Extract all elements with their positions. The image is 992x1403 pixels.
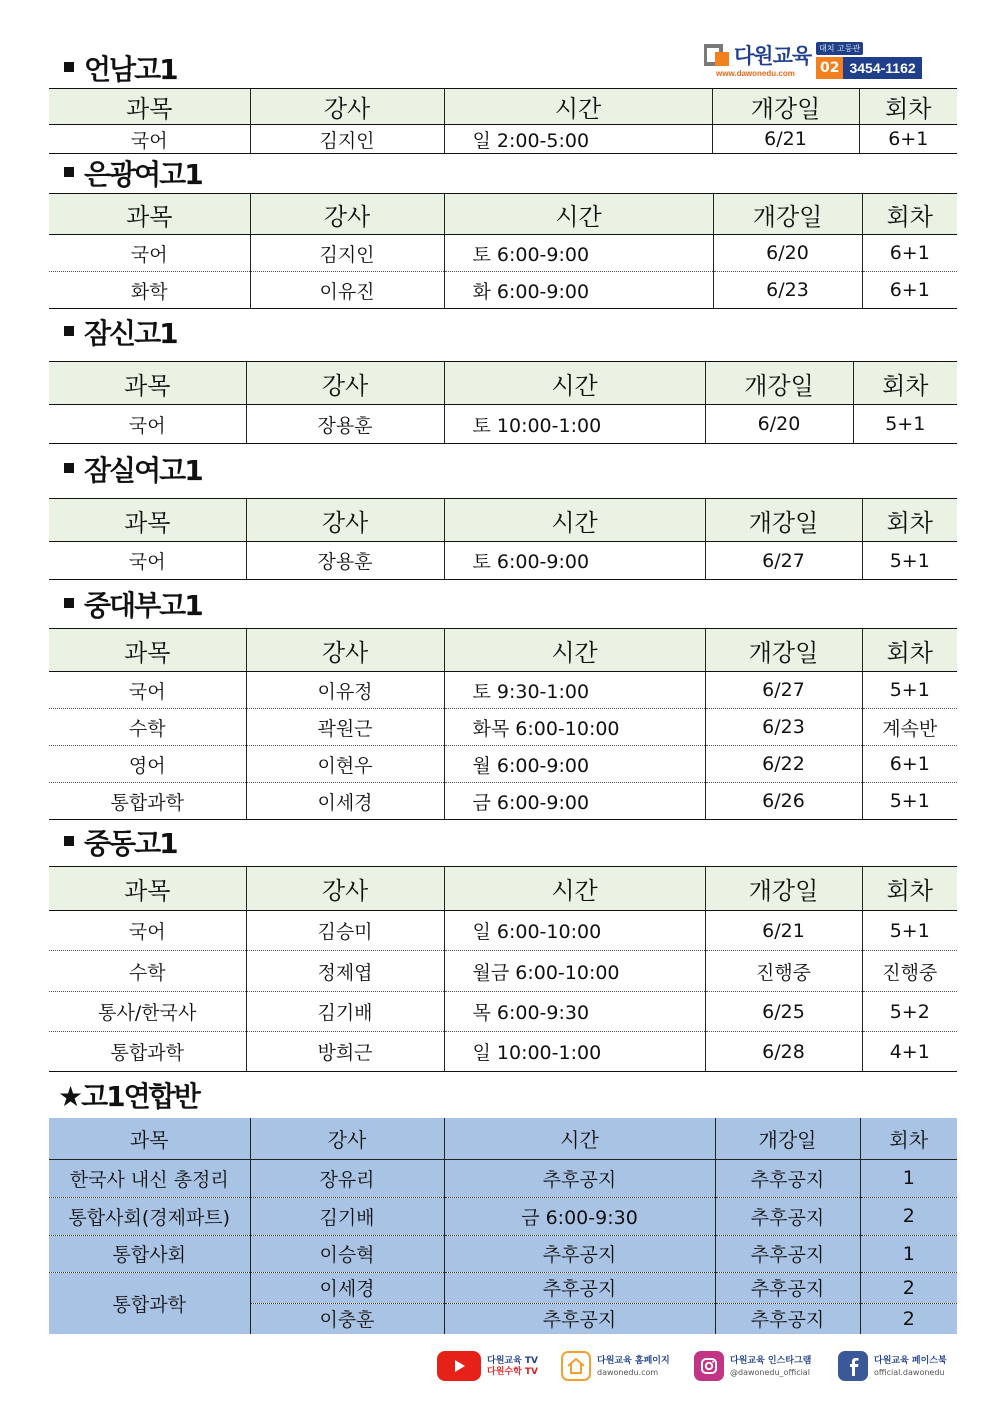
cell-subject: 한국사 내신 총정리 — [49, 1159, 250, 1197]
home-icon — [561, 1351, 591, 1381]
column-header-subject: 과목 — [49, 194, 250, 235]
table-row — [49, 1032, 957, 1072]
column-header-subject: 과목 — [49, 499, 246, 542]
section-title-text: 잠신고1 — [84, 317, 177, 350]
cell-start-date: 6/21 — [712, 125, 859, 154]
instagram-label: 다원교육 인스타그램 — [730, 1355, 812, 1366]
bullet-square-icon — [64, 598, 74, 608]
column-header-time: 시간 — [444, 89, 712, 125]
schedule-table — [49, 866, 957, 1072]
schedule-table — [49, 498, 957, 580]
logo-name: 다원교육 — [734, 44, 812, 68]
logo-url: www.dawonedu.com — [716, 69, 795, 78]
column-header-subject: 과목 — [49, 867, 246, 911]
cell-time: 추후공지 — [444, 1235, 715, 1272]
table-row — [49, 746, 957, 783]
cell-start-date: 추후공지 — [715, 1235, 860, 1272]
column-header-start-date: 개강일 — [713, 194, 862, 235]
schedule-table — [49, 628, 957, 820]
cell-start-date: 6/25 — [705, 992, 862, 1032]
facebook-link[interactable] — [838, 1346, 947, 1386]
cell-subject: 수학 — [49, 709, 246, 746]
bullet-square-icon — [64, 167, 74, 177]
column-header-teacher: 강사 — [246, 867, 444, 911]
section-title — [64, 52, 177, 88]
column-header-time: 시간 — [444, 867, 705, 911]
cell-sessions: 6+1 — [862, 272, 957, 309]
cell-subject: 국어 — [49, 405, 246, 444]
instagram-handle: @dawonedu_official — [730, 1367, 810, 1377]
cell-teacher: 방희근 — [246, 1032, 444, 1072]
cell-sessions: 5+1 — [862, 783, 957, 820]
section-title-text: 은광여고1 — [84, 158, 202, 191]
table-header-row — [49, 1118, 957, 1159]
column-header-sessions: 회차 — [862, 499, 957, 542]
cell-teacher: 이세경 — [250, 1272, 444, 1303]
cell-time: 토 6:00-9:00 — [444, 542, 705, 580]
cell-sessions: 6+1 — [862, 746, 957, 783]
cell-subject: 국어 — [49, 542, 246, 580]
cell-sessions: 5+1 — [862, 542, 957, 580]
table-row — [49, 709, 957, 746]
column-header-start-date: 개강일 — [715, 1118, 860, 1159]
phone-number — [816, 57, 922, 79]
cell-time: 월금 6:00-10:00 — [444, 951, 705, 992]
cell-time: 추후공지 — [444, 1159, 715, 1197]
column-header-time: 시간 — [444, 629, 705, 672]
cell-subject: 국어 — [49, 125, 250, 154]
cell-start-date: 추후공지 — [715, 1303, 860, 1334]
cell-sessions: 1 — [860, 1235, 957, 1272]
table-header-row — [49, 362, 957, 405]
cell-start-date: 추후공지 — [715, 1272, 860, 1303]
cell-time: 토 10:00-1:00 — [444, 405, 705, 444]
table-row — [49, 911, 957, 951]
cell-start-date: 6/21 — [705, 911, 862, 951]
section-title — [64, 157, 202, 193]
bullet-square-icon — [64, 326, 74, 336]
cell-teacher: 곽원근 — [246, 709, 444, 746]
column-header-sessions: 회차 — [853, 362, 957, 405]
section-title-text: 잠실여고1 — [84, 454, 202, 487]
table-row — [49, 1197, 957, 1235]
column-header-teacher: 강사 — [246, 362, 444, 405]
section-title-text: 언남고1 — [84, 53, 177, 86]
cell-time: 목 6:00-9:30 — [444, 992, 705, 1032]
cell-subject: 국어 — [49, 235, 250, 272]
cell-start-date: 6/20 — [713, 235, 862, 272]
column-header-sessions: 회차 — [859, 89, 957, 125]
cell-subject: 통합사회(경제파트) — [49, 1197, 250, 1235]
cell-start-date: 6/23 — [713, 272, 862, 309]
youtube-icon — [437, 1351, 481, 1381]
column-header-time: 시간 — [444, 362, 705, 405]
section-title — [64, 316, 177, 352]
schedule-table — [49, 193, 957, 309]
cell-teacher: 김지인 — [250, 235, 444, 272]
cell-time: 일 2:00-5:00 — [444, 125, 712, 154]
cell-teacher: 김승미 — [246, 911, 444, 951]
cell-sessions: 6+1 — [859, 125, 957, 154]
instagram-link[interactable] — [694, 1346, 811, 1386]
section-title-combined: ★고1연합반 — [58, 1080, 199, 1113]
cell-sessions: 5+1 — [862, 672, 957, 709]
schedule-table — [49, 88, 957, 154]
table-header-row — [49, 629, 957, 672]
cell-time: 금 6:00-9:00 — [444, 783, 705, 820]
cell-subject: 수학 — [49, 951, 246, 992]
cell-teacher: 이충훈 — [250, 1303, 444, 1334]
cell-sessions: 5+1 — [862, 911, 957, 951]
homepage-label: 다원교육 홈페이지 — [597, 1355, 670, 1366]
cell-teacher: 정제엽 — [246, 951, 444, 992]
column-header-subject: 과목 — [49, 362, 246, 405]
table-row — [49, 405, 957, 444]
cell-subject: 국어 — [49, 911, 246, 951]
academy-logo — [704, 40, 940, 84]
cell-start-date: 6/23 — [705, 709, 862, 746]
column-header-subject: 과목 — [49, 89, 250, 125]
cell-sessions: 1 — [860, 1159, 957, 1197]
cell-time: 추후공지 — [444, 1272, 715, 1303]
section-title — [64, 588, 202, 624]
facebook-handle: official.dawonedu — [874, 1367, 945, 1377]
cell-teacher: 이현우 — [246, 746, 444, 783]
column-header-subject: 과목 — [49, 1118, 250, 1159]
cell-time: 월 6:00-9:00 — [444, 746, 705, 783]
table-row — [49, 125, 957, 154]
instagram-icon — [694, 1351, 724, 1381]
cell-subject: 영어 — [49, 746, 246, 783]
column-header-start-date: 개강일 — [705, 867, 862, 911]
cell-subject: 통합과학 — [49, 1272, 250, 1334]
column-header-teacher: 강사 — [250, 194, 444, 235]
cell-start-date: 6/26 — [705, 783, 862, 820]
table-header-row — [49, 499, 957, 542]
column-header-subject: 과목 — [49, 629, 246, 672]
bullet-square-icon — [64, 62, 74, 72]
table-row — [49, 1159, 957, 1197]
column-header-teacher: 강사 — [246, 499, 444, 542]
cell-time: 일 6:00-10:00 — [444, 911, 705, 951]
combined-schedule-table — [49, 1118, 957, 1334]
cell-teacher: 장유리 — [250, 1159, 444, 1197]
cell-time: 추후공지 — [444, 1303, 715, 1334]
column-header-start-date: 개강일 — [705, 629, 862, 672]
phone-digits: 3454-1162 — [843, 57, 921, 79]
table-row — [49, 235, 957, 272]
column-header-sessions: 회차 — [862, 629, 957, 672]
cell-time: 토 6:00-9:00 — [444, 235, 713, 272]
column-header-time: 시간 — [444, 1118, 715, 1159]
table-row — [49, 1272, 957, 1303]
cell-start-date: 6/27 — [705, 542, 862, 580]
column-header-time: 시간 — [444, 499, 705, 542]
cell-start-date: 진행중 — [705, 951, 862, 992]
youtube-sublabel: 다원수학 TV — [487, 1366, 539, 1377]
column-header-start-date: 개강일 — [705, 499, 862, 542]
youtube-link[interactable] — [437, 1346, 538, 1386]
cell-teacher: 김지인 — [250, 125, 444, 154]
table-row — [49, 272, 957, 309]
column-header-teacher: 강사 — [250, 89, 444, 125]
cell-start-date: 추후공지 — [715, 1159, 860, 1197]
cell-sessions: 6+1 — [862, 235, 957, 272]
cell-teacher: 장용훈 — [246, 405, 444, 444]
cell-time: 화 6:00-9:00 — [444, 272, 713, 309]
homepage-url: dawonedu.com — [597, 1367, 659, 1377]
table-row — [49, 951, 957, 992]
cell-sessions: 4+1 — [862, 1032, 957, 1072]
bullet-square-icon — [64, 836, 74, 846]
cell-subject: 통합사회 — [49, 1235, 250, 1272]
cell-subject: 통사/한국사 — [49, 992, 246, 1032]
section-title — [64, 453, 202, 489]
cell-teacher: 이유진 — [250, 272, 444, 309]
cell-sessions: 진행중 — [862, 951, 957, 992]
table-row — [49, 672, 957, 709]
cell-subject: 화학 — [49, 272, 250, 309]
cell-subject: 통합과학 — [49, 783, 246, 820]
facebook-icon — [838, 1351, 868, 1381]
table-row — [49, 542, 957, 580]
facebook-label: 다원교육 페이스북 — [874, 1355, 947, 1366]
cell-subject: 국어 — [49, 672, 246, 709]
cell-subject: 통합과학 — [49, 1032, 246, 1072]
cell-start-date: 추후공지 — [715, 1197, 860, 1235]
cell-sessions: 5+1 — [853, 405, 957, 444]
column-header-start-date: 개강일 — [712, 89, 859, 125]
footer-links — [0, 1346, 992, 1386]
table-header-row — [49, 867, 957, 911]
cell-teacher: 이유정 — [246, 672, 444, 709]
cell-start-date: 6/22 — [705, 746, 862, 783]
column-header-sessions: 회차 — [862, 194, 957, 235]
column-header-sessions: 회차 — [862, 867, 957, 911]
cell-time: 금 6:00-9:30 — [444, 1197, 715, 1235]
column-header-time: 시간 — [444, 194, 713, 235]
cell-start-date: 6/27 — [705, 672, 862, 709]
cell-sessions: 2 — [860, 1303, 957, 1334]
branch-label: 대치 고등관 — [816, 42, 863, 55]
cell-sessions: 2 — [860, 1272, 957, 1303]
cell-start-date: 6/28 — [705, 1032, 862, 1072]
schedule-table — [49, 361, 957, 444]
column-header-teacher: 강사 — [250, 1118, 444, 1159]
bullet-square-icon — [64, 463, 74, 473]
phone-area-code: 02 — [816, 57, 843, 79]
cell-time: 토 9:30-1:00 — [444, 672, 705, 709]
cell-time: 일 10:00-1:00 — [444, 1032, 705, 1072]
cell-teacher: 김기배 — [246, 992, 444, 1032]
column-header-teacher: 강사 — [246, 629, 444, 672]
table-header-row — [49, 194, 957, 235]
cell-sessions: 2 — [860, 1197, 957, 1235]
section-title — [64, 826, 177, 862]
logo-mark-icon — [704, 44, 732, 68]
cell-teacher: 이승혁 — [250, 1235, 444, 1272]
cell-sessions: 계속반 — [862, 709, 957, 746]
column-header-sessions: 회차 — [860, 1118, 957, 1159]
table-row — [49, 1235, 957, 1272]
cell-time: 화목 6:00-10:00 — [444, 709, 705, 746]
cell-teacher: 김기배 — [250, 1197, 444, 1235]
section-title-text: 중대부고1 — [84, 589, 202, 622]
table-row — [49, 992, 957, 1032]
cell-start-date: 6/20 — [705, 405, 853, 444]
column-header-start-date: 개강일 — [705, 362, 853, 405]
table-row — [49, 783, 957, 820]
cell-teacher: 장용훈 — [246, 542, 444, 580]
section-title-text: 중동고1 — [84, 827, 177, 860]
cell-teacher: 이세경 — [246, 783, 444, 820]
homepage-link[interactable] — [561, 1346, 670, 1386]
youtube-label: 다원교육 TV — [487, 1355, 539, 1366]
table-header-row — [49, 89, 957, 125]
cell-sessions: 5+2 — [862, 992, 957, 1032]
